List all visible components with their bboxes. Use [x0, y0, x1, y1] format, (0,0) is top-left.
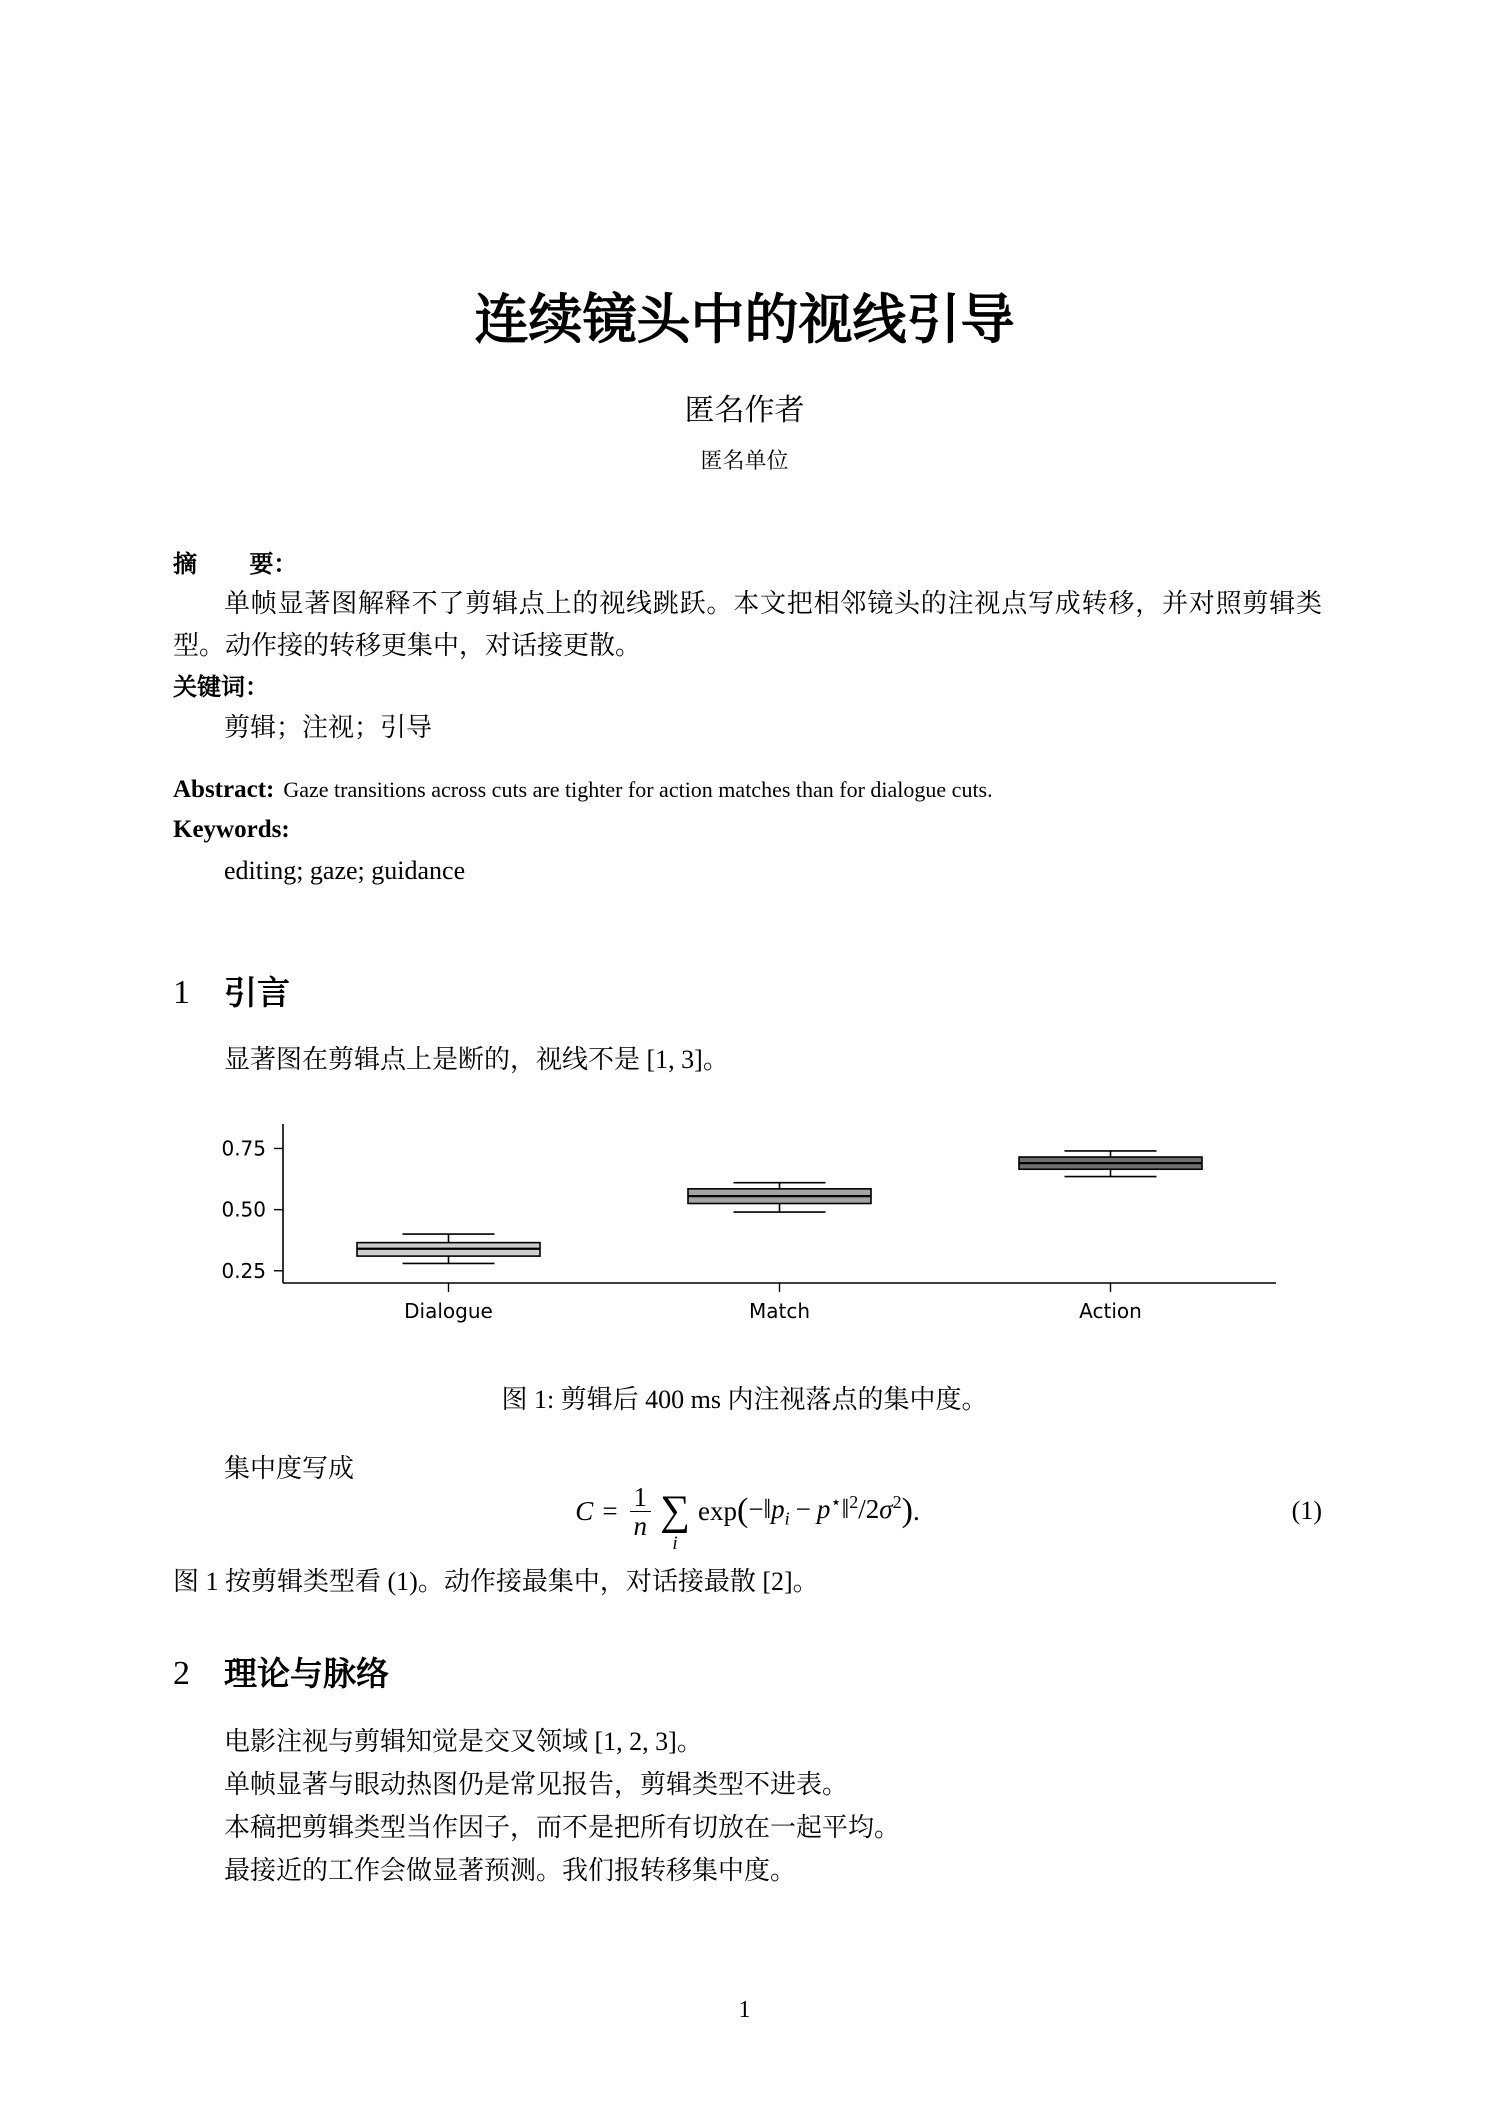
norm-square: 2 [849, 1492, 859, 1513]
x-tick-label: Dialogue [404, 1299, 493, 1323]
equation-number: (1) [1291, 1496, 1322, 1525]
minus-sign: − [748, 1494, 764, 1525]
page-number: 1 [738, 1997, 751, 2023]
equation-body [173, 1471, 1322, 1554]
figure-1-caption: 图 1: 剪辑后 400 ms 内注视落点的集中度。 [501, 1385, 988, 1414]
point-p-i: p [771, 1494, 785, 1525]
section-1-number: 1 [173, 974, 190, 1011]
abstract-en-label: Abstract: [173, 776, 275, 803]
sum-symbol: ∑ [660, 1488, 690, 1534]
point-p-star: p [816, 1494, 831, 1525]
fraction [630, 1483, 652, 1540]
section-2-title: 理论与脉络 [224, 1654, 389, 1693]
point-p-i-subscript [785, 1509, 790, 1529]
y-tick-label: 0.50 [221, 1197, 266, 1222]
division-slash: / [858, 1494, 866, 1525]
author-affiliation: 匿名单位 [700, 448, 789, 473]
section-1-paragraph: 显著图在剪辑点上是断的，视线不是 [1, 3]。 [224, 1045, 729, 1074]
section-2-number: 2 [173, 1655, 190, 1692]
subscript-i: i [784, 1508, 790, 1529]
sigma-symbol: σ [879, 1494, 893, 1525]
keywords-zh-text: 剪辑；注视；引导 [224, 713, 433, 742]
exp-function: exp [698, 1495, 737, 1526]
section-1-after-equation: 图 1 按剪辑类型看 (1)。动作接最集中，对话接最散 [2]。 [173, 1567, 819, 1596]
equation-lhs: C [575, 1495, 594, 1526]
abstract-zh-label: 摘 要： [173, 550, 298, 578]
boxplot-chart [173, 1105, 1322, 1345]
abstract-en [173, 773, 993, 810]
equation-exponent [748, 1492, 901, 1529]
sigma-square: 2 [892, 1492, 902, 1513]
close-paren: ) [901, 1492, 913, 1529]
constant-two: 2 [865, 1494, 880, 1525]
x-tick-label: Action [1079, 1299, 1142, 1323]
sum-index: i [672, 1533, 678, 1554]
equation-1 [173, 1471, 1322, 1554]
abstract-en-text: Gaze transitions across cuts are tighter for action matches than for dialogue cuts. [283, 777, 993, 802]
keywords-zh-label: 关键词： [173, 673, 269, 701]
norm-close: ‖ [841, 1494, 850, 1525]
section-2-line: 电影注视与剪辑知觉是交叉领域 [1, 2, 3]。 [224, 1727, 703, 1756]
author-name: 匿名作者 [684, 394, 805, 427]
minus-sign-2: − [795, 1494, 811, 1525]
norm-open: ‖ [763, 1494, 772, 1525]
section-2-line: 最接近的工作会做显著预测。我们报转移集中度。 [224, 1856, 797, 1885]
section-2-line: 本稿把剪辑类型当作因子，而不是把所有切放在一起平均。 [224, 1813, 901, 1842]
section-1-title: 引言 [224, 973, 290, 1012]
abstract-zh-text: 单帧显著图解释不了剪辑点上的视线跳跃。本文把相邻镜头的注视点写成转移，并对照剪辑类型。动作接的转移更集中，对话接更散。 [173, 589, 1322, 660]
open-paren: ( [736, 1492, 749, 1529]
keywords-en-text: editing; gaze; guidance [224, 856, 466, 885]
x-tick-label: Match [748, 1299, 811, 1323]
summation [660, 1467, 690, 1555]
keywords-en-label: Keywords: [173, 816, 290, 843]
fraction-denominator: n [630, 1511, 652, 1540]
y-tick-label: 0.25 [221, 1258, 266, 1283]
fraction-numerator: 1 [633, 1481, 648, 1512]
equation-period: . [912, 1495, 920, 1526]
equation-lead-text: 集中度写成 [224, 1454, 355, 1483]
y-tick-label: 0.75 [221, 1136, 266, 1161]
star-superscript: ⋆ [830, 1492, 842, 1513]
equals-sign: = [602, 1495, 618, 1526]
section-2-line: 单帧显著与眼动热图仍是常见报告，剪辑类型不进表。 [224, 1770, 849, 1799]
paper-title: 连续镜头中的视线引导 [474, 288, 1015, 351]
